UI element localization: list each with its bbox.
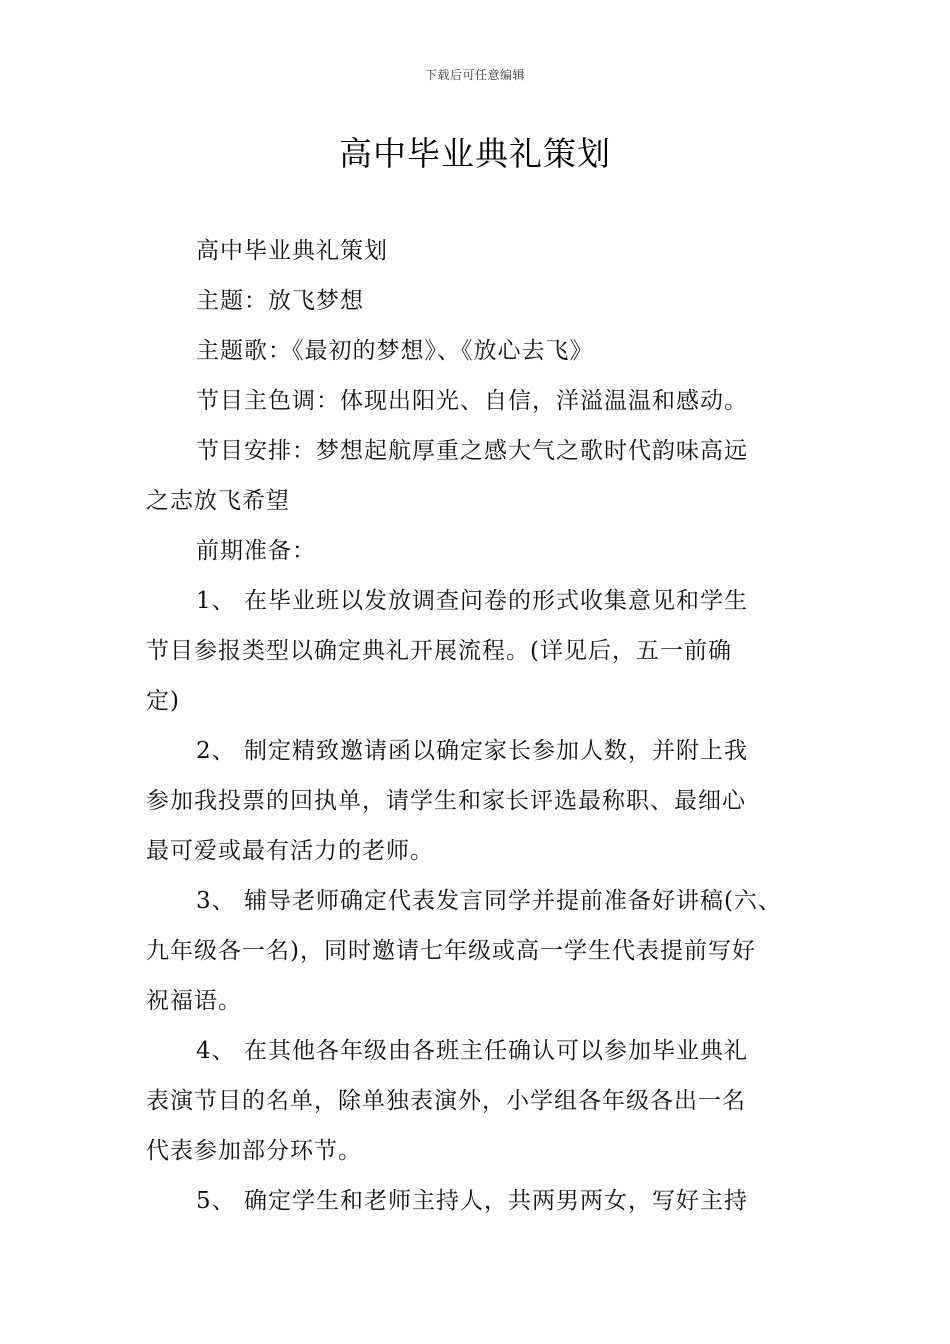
body-line: 最可爱或最有活力的老师。 (146, 838, 434, 864)
body-line: 3、 辅导老师确定代表发言同学并提前准备好讲稿(六、 (196, 888, 782, 914)
document-title: 高中毕业典礼策划 (339, 134, 611, 173)
body-line: 参加我投票的回执单，请学生和家长评选最称职、最细心 (146, 788, 746, 814)
body-line: 高中毕业典礼策划 (196, 238, 388, 264)
body-line: 主题歌：《最初的梦想》、《放心去飞》 (196, 338, 594, 364)
body-line: 节目主色调：体现出阳光、自信，洋溢温温和感动。 (196, 388, 748, 414)
body-line: 表演节目的名单，除单独表演外，小学组各年级各出一名 (146, 1088, 746, 1114)
body-line: 5、 确定学生和老师主持人，共两男两女，写好主持 (196, 1188, 748, 1214)
body-line: 2、 制定精致邀请函以确定家长参加人数，并附上我 (196, 738, 748, 764)
body-line: 代表参加部分环节。 (146, 1138, 362, 1164)
body-line: 九年级各一名)，同时邀请七年级或高一学生代表提前写好 (146, 938, 756, 964)
body-line: 节目安排：梦想起航厚重之感大气之歌时代韵味高远 (196, 438, 748, 464)
body-line: 定) (146, 688, 180, 714)
body-line: 1、 在毕业班以发放调查问卷的形式收集意见和学生 (196, 588, 748, 614)
body-line: 之志放飞希望 (146, 488, 290, 514)
body-line: 前期准备： (196, 538, 316, 564)
body-line: 主题：放飞梦想 (196, 288, 364, 314)
header-note: 下载后可任意编辑 (424, 68, 525, 82)
body-line: 4、 在其他各年级由各班主任确认可以参加毕业典礼 (196, 1038, 748, 1064)
body-line: 祝福语。 (146, 988, 242, 1014)
body-line: 节目参报类型以确定典礼开展流程。(详见后，五一前确 (146, 638, 732, 664)
document-body (146, 226, 810, 1226)
